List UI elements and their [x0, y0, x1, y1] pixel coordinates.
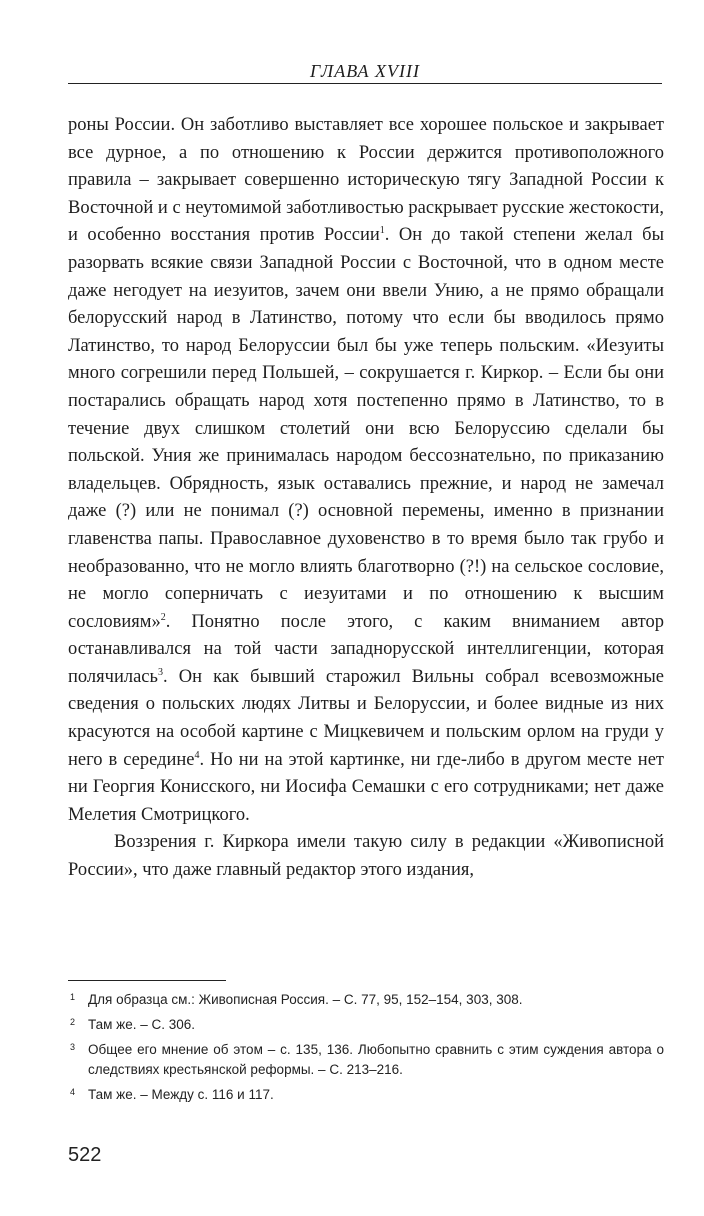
- footnote-ref-2[interactable]: 2: [160, 611, 166, 623]
- footnote-number: 2: [70, 1017, 76, 1027]
- footnote-number: 1: [70, 992, 76, 1002]
- footnote-4: [68, 1085, 664, 1105]
- main-text: [68, 112, 664, 885]
- footnote-number: 3: [70, 1042, 76, 1052]
- paragraph-1-part-d: . Он как бывший старожил Вильны собрал всевозможные сведения о польских людях Литвы и Белоруссии, и более видные из них красуются на особой картине с Мицкевичем и польским орлом на груди у него в середине: [68, 666, 664, 770]
- paragraph-1-part-e: . Но ни на этой картинке, ни где-либо в другом месте нет ни Георгия Конисского, ни Иосифа Семашки с его сотрудниками; нет даже Мелетия Смотрицкого.: [68, 749, 664, 825]
- footnote-text: Общее его мнение об этом – с. 135, 136. Любопытно сравнить с этим суждения автора о следствиях крестьянской реформы. – С. 213–216.: [88, 1042, 664, 1077]
- paragraph-2: Воззрения г. Киркора имели такую силу в редакции «Живописной России», что даже главный редактор этого издания,: [68, 832, 664, 881]
- footnote-2: [68, 1015, 664, 1035]
- footnotes: [68, 990, 664, 1110]
- paragraph-1-part-c: . Понятно после этого, с каким вниманием автор останавливался на той части западнорусской интеллигенции, которая полячилась: [68, 611, 664, 687]
- footnote-number: 4: [70, 1087, 76, 1097]
- footnote-1: [68, 990, 664, 1010]
- footnote-rule: [68, 980, 226, 981]
- running-header: ГЛАВА XVIII: [310, 61, 420, 81]
- footnote-text: Там же. – С. 306.: [88, 1017, 196, 1032]
- footnote-text: Для образца см.: Живописная Россия. – С. 77, 95, 152–154, 303, 308.: [88, 992, 523, 1007]
- page-number: 522: [68, 1144, 102, 1166]
- paragraph-1: [68, 112, 664, 829]
- paragraph-1-part-b: . Он до такой степени желал бы разорвать всякие связи Западной России с Восточной, что в одном месте даже негодует на иезуитов, зачем они ввели Унию, а не прямо обращали белорусский народ в Латинство, потому что если бы вводилось прямо Латинство, то народ Белоруссии был бы уже теперь польским. «Иезуиты много согрешили перед Польшей, – сокрушается г. Киркор. – Если бы они постарались обращать народ хотя постепенно прямо в Латинство, то в течение двух слишком столетий они всю Белоруссию сделали бы польской. Уния же принималась народом бессознательно, по приказанию владельцев. Обрядность, язык оставались прежние, и народ не замечал даже (?) или не понимал (?) основной перемены, именно в признании главенства папы. Православное духовенство в то время было так грубо и необразованно, что не могло влиять благотворно (?!) на сельское сословие, не могло соперничать с иезуитами и по отношению к высшим сословиям»: [68, 225, 664, 632]
- footnote-text: Там же. – Между с. 116 и 117.: [88, 1087, 274, 1102]
- footnote-ref-4[interactable]: 4: [194, 749, 200, 761]
- footnote-ref-1[interactable]: 1: [379, 225, 385, 237]
- footnote-ref-3[interactable]: 3: [157, 666, 163, 678]
- header-rule: [68, 83, 662, 84]
- footnote-3: [68, 1040, 664, 1080]
- paragraph-1-part-a: роны России. Он заботливо выставляет все хорошее польское и закрывает все дурное, а по отношению к России держится противоположного правила – закрывает совершенно историческую тягу Западной России к Восточной и с неутомимой заботливостью раскрывает русские жестокости, и особенно восстания против России: [68, 115, 664, 246]
